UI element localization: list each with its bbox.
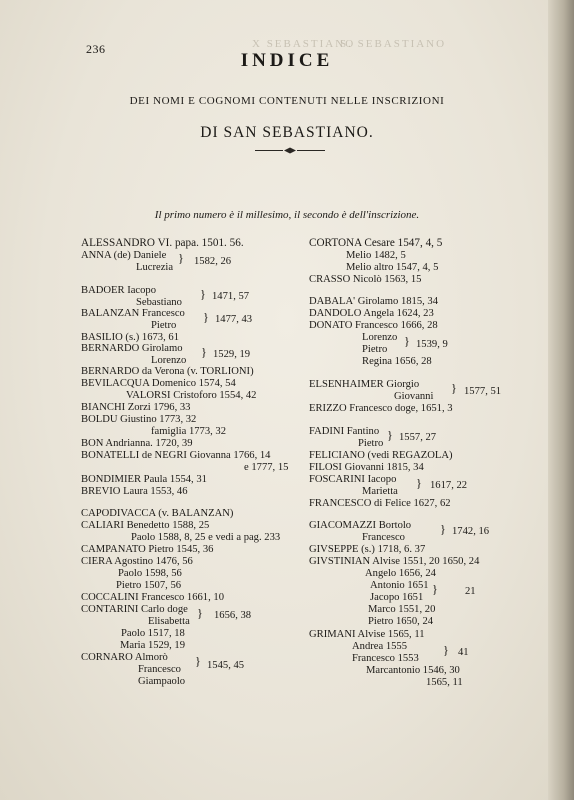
index-entry: Marcantonio 1546, 30 — [366, 665, 460, 676]
index-entry: FOSCARINI Iacopo — [309, 474, 397, 485]
index-entry: FRANCESCO di Felice 1627, 62 — [309, 498, 451, 509]
index-note: Il primo numero è il millesimo, il secondo è dell'inscrizione. — [154, 209, 420, 221]
bleed-through-text-right: S. SEBASTIANO — [340, 38, 447, 50]
index-entry: Pietro — [358, 438, 384, 449]
index-entry: 21 — [465, 586, 476, 597]
index-entry: Andrea 1555 — [352, 641, 408, 652]
brace-glyph: } — [440, 522, 446, 536]
index-entry: Lorenzo — [362, 332, 398, 343]
church-heading: DI SAN SEBASTIANO. — [200, 124, 374, 141]
index-entry: 1742, 16 — [452, 526, 490, 537]
index-entry: BALANZAN Francesco — [81, 308, 185, 319]
index-entry: BONATELLI de NEGRI Giovanna 1766, 14 — [81, 450, 271, 461]
index-entry: CALIARI Benedetto 1588, 25 — [81, 520, 210, 531]
index-entry: GIVSTINIAN Alvise 1551, 20 1650, 24 — [309, 556, 480, 567]
index-entry: 1577, 51 — [464, 386, 502, 397]
index-entry: CIERA Agostino 1476, 56 — [81, 556, 193, 567]
index-entry: GRIMANI Alvise 1565, 11 — [309, 629, 425, 640]
index-entry: BONDIMIER Paula 1554, 31 — [81, 474, 207, 485]
index-entry: ERIZZO Francesco doge, 1651, 3 — [309, 403, 453, 414]
index-entry: FELICIANO (vedi REGAZOLA) — [309, 450, 453, 461]
index-entry: BOLDU Giustino 1773, 32 — [81, 414, 197, 425]
index-entry: DONATO Francesco 1666, 28 — [309, 320, 438, 331]
index-entry: ANNA (de) Daniele — [81, 250, 167, 261]
index-entry: 1656, 38 — [214, 610, 252, 621]
index-entry: VALORSI Cristoforo 1554, 42 — [126, 390, 257, 401]
index-entry: CONTARINI Carlo doge — [81, 604, 188, 615]
index-entry: Pietro 1650, 24 — [368, 616, 434, 627]
index-entry: BEVILACQUA Domenico 1574, 54 — [81, 378, 236, 389]
index-entry: Giovanni — [394, 391, 434, 402]
index-entry: FADINI Fantino — [309, 426, 380, 437]
index-entry: CORNARO Almorò — [81, 652, 168, 663]
page-edge-shadow — [548, 0, 574, 800]
index-entry: Lorenzo — [151, 355, 187, 366]
index-entry: 1471, 57 — [212, 291, 250, 302]
index-entry: BIANCHI Zorzi 1796, 33 — [81, 402, 191, 413]
index-entry: Francesco 1553 — [352, 653, 419, 664]
index-entry: 1477, 43 — [215, 314, 253, 325]
index-entry: Jacopo 1651 — [370, 592, 424, 603]
index-entry: CAPODIVACCA (v. BALANZAN) — [81, 508, 234, 519]
brace-glyph: } — [432, 582, 438, 596]
index-entry: 1582, 26 — [194, 256, 232, 267]
brace-glyph: } — [416, 476, 422, 490]
index-entry: 1539, 9 — [416, 339, 448, 350]
index-entry: COCCALINI Francesco 1661, 10 — [81, 592, 224, 603]
brace-glyph: } — [178, 251, 184, 265]
index-entry: ALESSANDRO VI. papa. 1501. 56. — [81, 237, 244, 249]
index-entry: 1529, 19 — [213, 349, 251, 360]
index-entry: CRASSO Nicolò 1563, 15 — [309, 274, 422, 285]
index-entry: Paolo 1598, 56 — [118, 568, 182, 579]
index-entry: BERNARDO da Verona (v. TORLIONI) — [81, 366, 254, 377]
index-entry: Sebastiano — [136, 297, 182, 308]
brace-glyph: } — [195, 654, 201, 668]
index-entry: Giampaolo — [138, 676, 186, 687]
index-entry: FILOSI Giovanni 1815, 34 — [309, 462, 424, 473]
index-entry: Melio 1482, 5 — [346, 250, 406, 261]
index-entry: DANDOLO Angela 1624, 23 — [309, 308, 434, 319]
index-entry: Paolo 1588, 8, 25 e vedi a pag. 233 — [131, 532, 281, 543]
index-entry: famiglia 1773, 32 — [151, 426, 227, 437]
index-entry: Marco 1551, 20 — [368, 604, 436, 615]
index-entry: Regina 1656, 28 — [362, 356, 432, 367]
page-title: INDICE — [240, 50, 334, 71]
index-entry: Angelo 1656, 24 — [365, 568, 436, 579]
index-entry: Marietta — [362, 486, 398, 497]
index-entry: CORTONA Cesare 1547, 4, 5 — [309, 237, 443, 249]
index-entry: Elisabetta — [148, 616, 190, 627]
index-entry: ELSENHAIMER Giorgio — [309, 379, 420, 390]
index-entry: Pietro 1507, 56 — [116, 580, 182, 591]
index-entry: 1565, 11 — [426, 677, 463, 688]
index-entry: Maria 1529, 19 — [120, 640, 186, 651]
brace-glyph: } — [203, 310, 209, 324]
brace-glyph: } — [443, 643, 449, 657]
index-entry: Paolo 1517, 18 — [121, 628, 185, 639]
brace-glyph: } — [387, 428, 393, 442]
index-entry: Antonio 1651 — [370, 580, 429, 591]
index-entry: BON Andrianna. 1720, 39 — [81, 438, 193, 449]
brace-glyph: } — [200, 287, 206, 301]
bleed-through-text-left: X SEBASTIANO — [252, 38, 356, 50]
index-entry: Francesco — [362, 532, 405, 543]
brace-glyph: } — [404, 334, 410, 348]
brace-glyph: } — [197, 606, 203, 620]
index-entry: CAMPANATO Pietro 1545, 36 — [81, 544, 214, 555]
index-entry: Pietro — [151, 320, 177, 331]
page-number: 236 — [86, 42, 106, 56]
index-entry: Francesco — [138, 664, 181, 675]
index-entry: BADOER Iacopo — [81, 285, 157, 296]
index-entry: 41 — [458, 647, 469, 658]
index-entry: 1617, 22 — [430, 480, 468, 491]
index-entry: Lucrezia — [136, 262, 174, 273]
page-subtitle: DEI NOMI E COGNOMI CONTENUTI NELLE INSCRIZIONI — [129, 95, 445, 107]
brace-glyph: } — [201, 345, 207, 359]
index-entry: BASILIO (s.) 1673, 61 — [81, 332, 179, 343]
ornamental-rule — [255, 147, 325, 154]
index-entry: BERNARDO Girolamo — [81, 343, 183, 354]
index-entry: Melio altro 1547, 4, 5 — [346, 262, 439, 273]
index-entry: e 1777, 15 — [244, 462, 289, 473]
index-entry: Pietro — [362, 344, 388, 355]
brace-glyph: } — [451, 381, 457, 395]
index-entry: BREVIO Laura 1553, 46 — [81, 486, 188, 497]
index-entry: 1545, 45 — [207, 660, 245, 671]
index-entry: DABALA' Girolamo 1815, 34 — [309, 296, 439, 307]
index-entry: 1557, 27 — [399, 432, 437, 443]
index-entry: GIACOMAZZI Bortolo — [309, 520, 412, 531]
index-entry: GIVSEPPE (s.) 1718, 6. 37 — [309, 544, 426, 555]
